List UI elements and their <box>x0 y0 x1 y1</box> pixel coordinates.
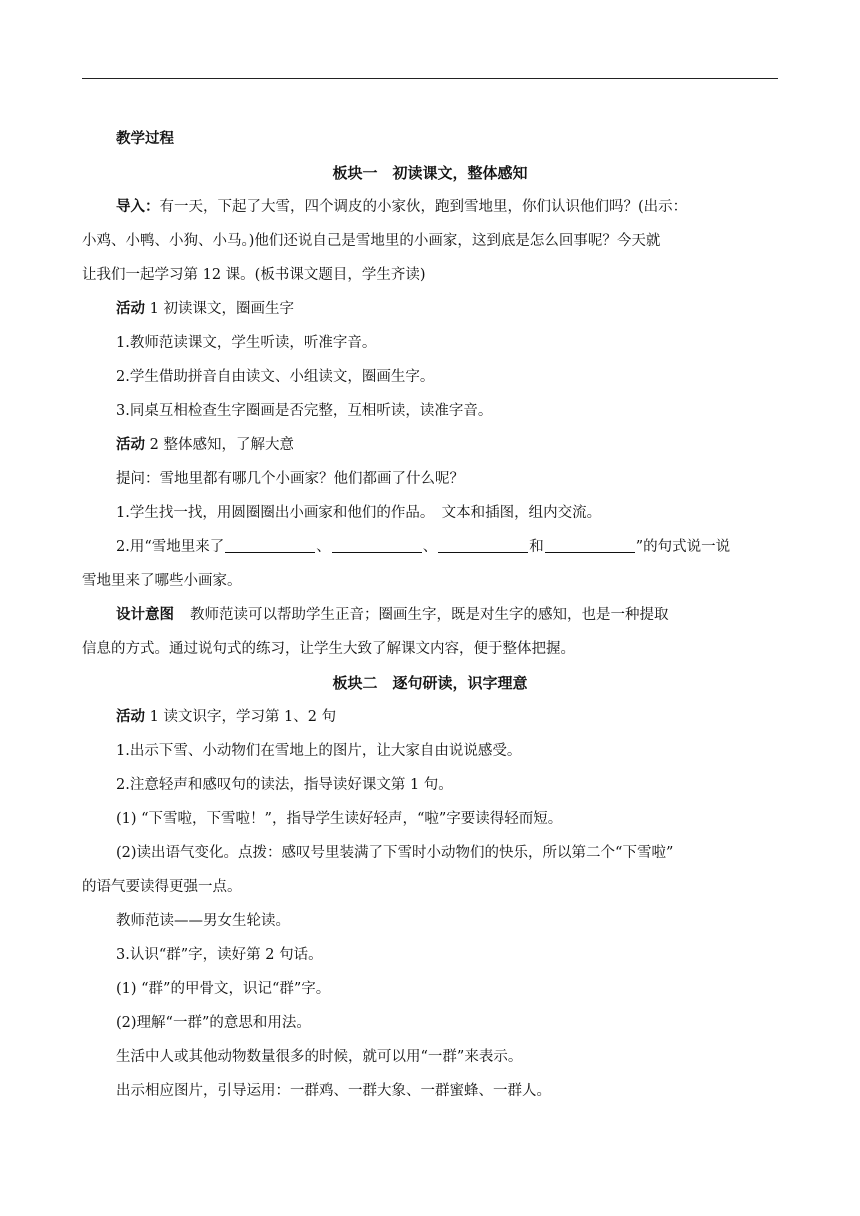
activity-text: 1 初读课文，圈画生字 <box>145 301 294 317</box>
b2-line-4: (2)读出语气变化。点拨：感叹号里装满了下雪时小动物们的快乐，所以第二个“下雪啦” <box>116 845 674 861</box>
b2-line-11: 出示相应图片，引导运用：一群鸡、一群大象、一群蜜蜂、一群人。 <box>116 1083 551 1099</box>
activity-label: 活动 <box>116 709 145 725</box>
block1-title: 板块一 初读课文，整体感知 <box>332 164 528 182</box>
design-intent-text-1: 教师范读可以帮助学生正音；圈画生字，既是对生字的感知，也是一种提取 <box>190 607 669 623</box>
step-3: 3.同桌互相检查生字圈画是否完整，互相听读，读准字音。 <box>116 403 493 419</box>
lesson-document <box>82 122 778 1108</box>
fill-end: ”的句式说一说 <box>635 539 731 555</box>
fill-sep: 、 <box>316 539 331 555</box>
b2-line-3: (1) “下雪啦，下雪啦！”，指导学生读好轻声，“啦”字要读得轻而短。 <box>116 811 563 827</box>
blank-4 <box>545 537 635 553</box>
fill-blank-continuation: 雪地里来了哪些小画家。 <box>82 573 242 589</box>
fill-start: 2.用“雪地里来了 <box>116 539 225 555</box>
intro-label: 导入： <box>116 199 160 215</box>
fill-and: 和 <box>529 539 544 555</box>
block2-title: 板块二 逐句研读，识字理意 <box>332 674 528 692</box>
b2-line-6: 教师范读——男女生轮读。 <box>116 913 290 929</box>
block2-activity-1-heading <box>82 700 778 734</box>
design-intent-line-1 <box>82 598 778 632</box>
b2-line-10: 生活中人或其他动物数量很多的时候，就可以用“一群”来表示。 <box>116 1049 523 1065</box>
header-rule <box>82 78 778 79</box>
b2-line-2: 2.注意轻声和感叹句的读法，指导读好课文第 1 句。 <box>116 777 453 793</box>
step-1: 1.教师范读课文，学生听读，听准字音。 <box>116 335 377 351</box>
fill-sep: 、 <box>422 539 438 555</box>
b2-line-9: (2)理解“一群”的意思和用法。 <box>116 1015 311 1031</box>
fill-blank-line <box>82 530 778 564</box>
activity-2-heading <box>82 428 778 462</box>
intro-text-1: 有一天，下起了大雪，四个调皮的小家伙，跑到雪地里，你们认识他们吗？(出示： <box>159 199 688 215</box>
activity-label: 活动 <box>116 301 145 317</box>
step-2: 2.学生借助拼音自由读文、小组读文，圈画生字。 <box>116 369 435 385</box>
b2-line-8: (1) “群”的甲骨文，识记“群”字。 <box>116 981 331 997</box>
b2-line-1: 1.出示下雪、小动物们在雪地上的图片，让大家自由说说感受。 <box>116 743 522 759</box>
b2-line-7: 3.认识“群”字，读好第 2 句话。 <box>116 947 323 963</box>
blank-3 <box>438 537 528 553</box>
activity-label: 活动 <box>116 437 145 453</box>
design-intent-label: 设计意图 <box>116 607 174 623</box>
activity-text: 1 读文识字，学习第 1、2 句 <box>145 709 337 725</box>
activity-1-heading <box>82 292 778 326</box>
design-intent-line-2: 信息的方式。通过说句式的练习，让学生大致了解课文内容，便于整体把握。 <box>82 641 575 657</box>
question-line: 提问：雪地里都有哪几个小画家？他们都画了什么呢？ <box>116 471 464 487</box>
blank-2 <box>332 537 422 553</box>
section-heading: 教学过程 <box>116 131 174 147</box>
intro-line-2: 小鸡、小鸭、小狗、小马。)他们还说自己是雪地里的小画家，这到底是怎么回事呢？今天就 <box>82 233 661 249</box>
intro-line-3: 让我们一起学习第 12 课。(板书课文题目，学生齐读) <box>82 267 426 283</box>
blank-1 <box>225 537 315 553</box>
activity-text: 2 整体感知，了解大意 <box>145 437 294 453</box>
find-line: 1.学生找一找，用圆圈圈出小画家和他们的作品。 文本和插图，组内交流。 <box>116 505 602 521</box>
intro-line-1 <box>82 190 778 224</box>
b2-line-5: 的语气要读得更强一点。 <box>82 879 242 895</box>
